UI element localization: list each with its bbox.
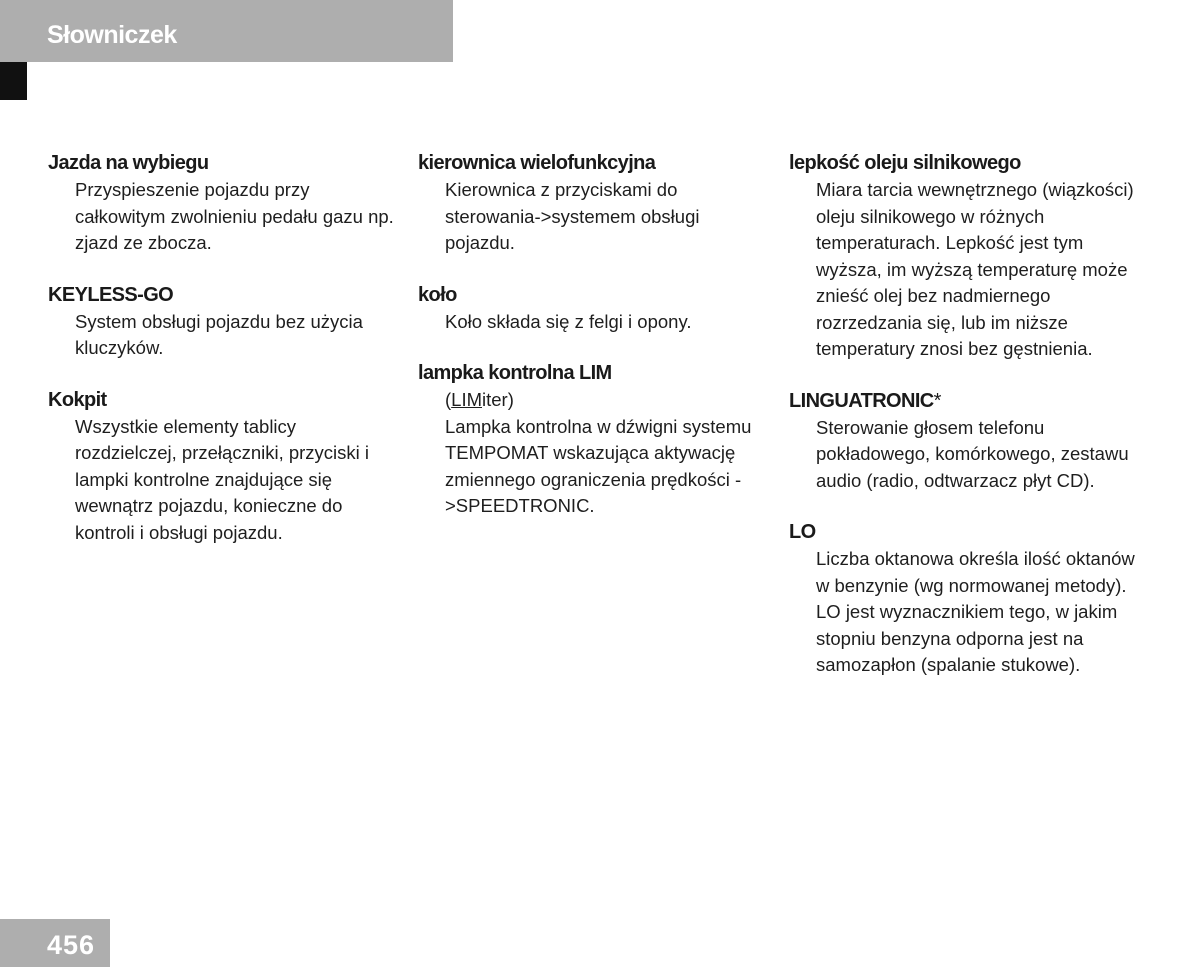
glossary-entry: [789, 519, 1149, 679]
glossary-definition: Miara tarcia wewnętrznego (wiązkości) oleju silnikowego w różnych temperaturach. Lepkość jest tym wyższa, im wyższą temperaturę może znieść olej bez nadmiernego rozrzedzania się, lub im niższe temperatury znosi bez gęstnienia.: [816, 179, 1134, 359]
thumb-index-marker: [0, 62, 27, 100]
glossary-term: lampka kontrolna LIM: [418, 362, 612, 384]
abbreviation-open: (: [445, 389, 452, 410]
glossary-entry: [789, 150, 1149, 363]
glossary-definition: Sterowanie głosem telefonu pokładowego, komórkowego, zestawu audio (radio, odtwarzacz płyt CD).: [816, 416, 1129, 491]
glossary-definition: Wszystkie elementy tablicy rozdzielczej, przełączniki, przyciski i lampki kontrolne znajdujące się wewnątrz pojazdu, konieczne do kontroli i obsługi pojazdu.: [75, 415, 370, 543]
glossary-entry: [418, 282, 768, 336]
glossary-entry: [48, 387, 398, 547]
glossary-definition: Przyspieszenie pojazdu przy całkowitym zwolnieniu pedału gazu np. zjazd ze zbocza.: [75, 179, 394, 253]
glossary-definition: System obsługi pojazdu bez użycia kluczyków.: [75, 310, 363, 358]
glossary-definition: Liczba oktanowa określa ilość oktanów w benzynie (wg normowanej metody). LO jest wyznacznikiem tego, w jakim stopniu benzyna odporna jest na samozapłon (spalanie stukowe).: [816, 548, 1135, 675]
glossary-term: [789, 388, 1149, 415]
glossary-term: koło: [418, 283, 457, 306]
page-title: Słowniczek: [47, 21, 177, 49]
abbreviation-rest: iter): [482, 389, 514, 410]
footnote-asterisk: *: [933, 389, 941, 412]
glossary-term: kierownica wielofunkcyjna: [418, 152, 656, 174]
glossary-definition: Kierownica z przyciskami do sterowania->systemem obsługi pojazdu.: [445, 179, 700, 253]
glossary-column-2: [418, 150, 768, 545]
page-number: 456: [47, 930, 96, 960]
glossary-term: Jazda na wybiegu: [48, 152, 209, 174]
glossary-column-3: [789, 150, 1149, 704]
glossary-definition: Koło składa się z felgi i opony.: [445, 310, 692, 332]
glossary-entry: [48, 282, 398, 362]
glossary-definition-text: Lampka kontrolna w dźwigni systemu TEMPOMAT wskazująca aktywację zmiennego ograniczenia prędkości ->SPEEDTRONIC.: [445, 415, 752, 516]
abbreviation-expansion: [445, 387, 768, 414]
glossary-entry: [418, 360, 768, 520]
glossary-column-1: [48, 150, 398, 571]
glossary-definition: [418, 387, 768, 520]
glossary-entry: [418, 150, 768, 257]
glossary-term: LO: [789, 521, 816, 543]
glossary-entry: [789, 388, 1149, 495]
glossary-term: KEYLESS-GO: [48, 283, 174, 306]
glossary-term-text: LINGUATRONIC: [789, 389, 934, 412]
glossary-entry: [48, 150, 398, 257]
glossary-term: lepkość oleju silnikowego: [789, 152, 1021, 174]
glossary-term: Kokpit: [48, 388, 107, 411]
abbreviation-underlined: LIM: [451, 389, 483, 410]
